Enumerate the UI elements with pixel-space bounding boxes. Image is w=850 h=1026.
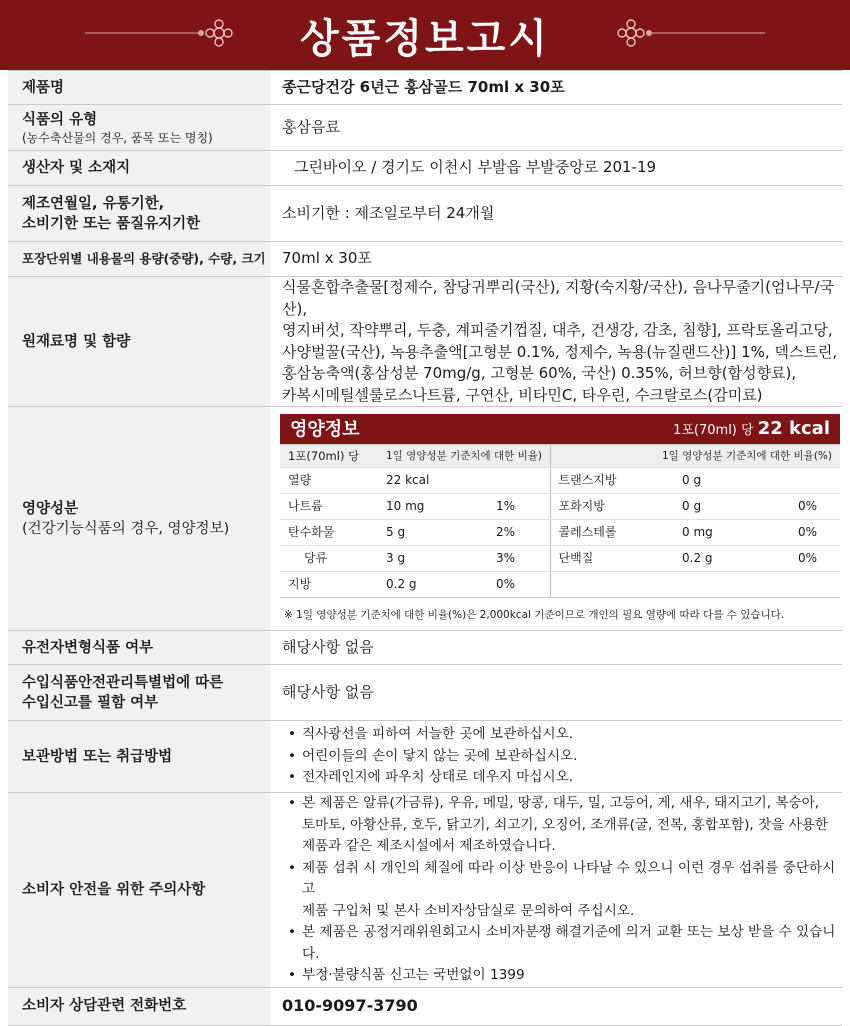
nutrition-dv-header: 1일 영양성분 기준치에 대한 비율) bbox=[378, 445, 550, 468]
row-storage bbox=[8, 721, 842, 793]
nutrition-kcal: 22 kcal bbox=[757, 417, 830, 439]
ingredients-line: 영지버섯, 작약뿌리, 두충, 계피줄기껍질, 대추, 건생강, 감초, 침향], 프락토올리고당, bbox=[282, 321, 833, 339]
label-product-name: 제품명 bbox=[8, 71, 270, 105]
nutrition-serving-header: 1포(70ml) 당 bbox=[280, 445, 378, 468]
nutrient-name: 나트륨 bbox=[280, 494, 378, 520]
caution-line: 토마토, 아황산류, 호두, 닭고기, 쇠고기, 오징어, 조개류(굴, 전복, 홍합포함), 잣을 사용한 bbox=[302, 816, 829, 833]
value-nutrition bbox=[270, 407, 842, 631]
nutrient-name: 탄수화물 bbox=[280, 520, 378, 546]
value-food-type: 홍삼음료 bbox=[270, 105, 842, 151]
value-gmo: 해당사항 없음 bbox=[270, 631, 842, 665]
storage-item: • 직사광선을 피하여 서늘한 곳에 보관하십시오. bbox=[286, 724, 842, 746]
page-title: 상품정보고시 bbox=[300, 15, 550, 62]
nutrient-percent: 0% bbox=[790, 546, 840, 572]
value-phone: 010-9097-3790 bbox=[270, 987, 842, 1025]
row-expiry bbox=[8, 186, 842, 242]
label-storage: 보관방법 또는 취급방법 bbox=[8, 721, 270, 793]
caution-item: • 본 제품은 공정거래위원회고시 소비자분쟁 해결기준에 의거 교환 또는 보상 받을 수 있습니다. bbox=[286, 922, 842, 965]
caution-list bbox=[282, 793, 842, 987]
nutrient-amount: 0.2 g bbox=[674, 546, 790, 572]
value-caution bbox=[270, 793, 842, 988]
value-product-name: 종근당건강 6년근 홍삼골드 70ml x 30포 bbox=[270, 71, 842, 105]
ingredients-line: 사양벌꿀(국산), 녹용추출액[고형분 0.1%, 정제수, 녹용(뉴질랜드산)] 1%, 덱스트린, bbox=[282, 342, 838, 361]
ornament-left-icon bbox=[85, 16, 235, 50]
nutrient-name: 포화지방 bbox=[550, 494, 674, 520]
ingredients-line: 홍삼농축액(홍삼성분 70mg/g, 고형분 60%, 국산) 0.35%, 허브향(합성향료), bbox=[282, 364, 797, 382]
caution-item bbox=[286, 858, 842, 923]
label-nutrition-main: 영양성분 bbox=[22, 500, 79, 517]
nutrient-name bbox=[550, 572, 674, 598]
row-phone bbox=[8, 987, 842, 1025]
ingredients-line: 카복시메틸셀룰로스나트륨, 구연산, 비타민C, 타우린, 수크랄로스(감미료) bbox=[282, 385, 763, 404]
nutrient-percent: 1% bbox=[488, 494, 550, 520]
label-import-line2: 수입신고를 필함 여부 bbox=[22, 694, 159, 711]
label-expiry-line2: 소비기한 또는 품질유지기한 bbox=[22, 215, 201, 232]
nutrient-amount: 10 mg bbox=[378, 494, 488, 520]
label-food-type-sub: (농수축산물의 경우, 품목 또는 명칭) bbox=[22, 130, 213, 145]
value-ingredients bbox=[270, 277, 842, 407]
nutrient-percent bbox=[488, 468, 550, 494]
row-food-type bbox=[8, 105, 842, 151]
nutrition-serving-kcal bbox=[673, 418, 830, 442]
nutrient-percent: 3% bbox=[488, 546, 550, 572]
nutrition-facts-box bbox=[280, 414, 840, 627]
label-food-type bbox=[8, 105, 270, 151]
label-package: 포장단위별 내용물의 용량(중량), 수량, 크기 bbox=[8, 242, 270, 277]
nutrient-name: 단백질 bbox=[550, 546, 674, 572]
nutrient-percent: 0% bbox=[488, 572, 550, 598]
nutrient-percent bbox=[790, 572, 840, 598]
ingredients-line: 식물혼합추출물[정제수, 참당귀뿌리(국산), 지황(숙지황/국산), 음나무줄기(엄나무/국산), bbox=[282, 278, 835, 318]
nutrient-amount bbox=[674, 572, 790, 598]
label-import bbox=[8, 665, 270, 721]
ornament-right-icon bbox=[615, 16, 765, 50]
caution-line: 제품과 같은 제조시설에서 제조하였습니다. bbox=[302, 838, 556, 854]
row-ingredients bbox=[8, 277, 842, 407]
storage-item: • 어린이들의 손이 닿지 않는 곳에 보관하십시오. bbox=[286, 746, 842, 768]
nutrition-footnote: ※ 1일 영양성분 기준치에 대한 비율(%)은 2,000kcal 기준이므로 개인의 필요 열량에 따라 다를 수 있습니다. bbox=[284, 609, 785, 622]
nutrient-amount: 3 g bbox=[378, 546, 488, 572]
product-info-table bbox=[8, 70, 842, 1026]
storage-item: • 전자레인지에 파우치 상태로 데우지 마십시오. bbox=[286, 767, 842, 789]
label-food-type-main: 식품의 유형 bbox=[22, 111, 98, 128]
nutrient-amount: 0 g bbox=[674, 468, 790, 494]
nutrition-dv-header-right: 1일 영양성분 기준치에 대한 비율(%) bbox=[550, 445, 840, 468]
label-ingredients: 원재료명 및 함량 bbox=[8, 277, 270, 407]
caution-line: 제품 섭취 시 개인의 체질에 따라 이상 반응이 나타날 수 있으니 이런 경우 섭취를 중단하시고 bbox=[302, 859, 836, 897]
caution-item bbox=[286, 793, 842, 858]
nutrient-name: 지방 bbox=[280, 572, 378, 598]
nutrient-name: 당류 bbox=[280, 546, 378, 572]
nutrient-percent bbox=[790, 468, 840, 494]
value-import: 해당사항 없음 bbox=[270, 665, 842, 721]
nutrient-percent: 2% bbox=[488, 520, 550, 546]
label-expiry-line1: 제조연월일, 유통기한, bbox=[22, 195, 165, 212]
label-import-line1: 수입식품안전관리특별법에 따른 bbox=[22, 674, 224, 691]
row-product-name bbox=[8, 71, 842, 105]
nutrition-serving-prefix: 1포(70ml) 당 bbox=[673, 422, 754, 438]
label-nutrition-sub: (건강기능식품의 경우, 영양정보) bbox=[22, 520, 230, 537]
row-import bbox=[8, 665, 842, 721]
nutrition-table-header bbox=[280, 445, 840, 468]
value-storage bbox=[270, 721, 842, 793]
label-gmo: 유전자변형식품 여부 bbox=[8, 631, 270, 665]
nutrition-row bbox=[280, 572, 840, 598]
nutrition-title: 영양정보 bbox=[290, 418, 360, 440]
nutrient-name: 트랜스지방 bbox=[550, 468, 674, 494]
value-package: 70ml x 30포 bbox=[270, 242, 842, 277]
nutrient-amount: 22 kcal bbox=[378, 468, 488, 494]
row-gmo bbox=[8, 631, 842, 665]
nutrient-amount: 0 mg bbox=[674, 520, 790, 546]
label-producer: 생산자 및 소재지 bbox=[8, 151, 270, 186]
nutrient-name: 콜레스테롤 bbox=[550, 520, 674, 546]
caution-line: 제품 구입처 및 본사 소비자상담실로 문의하여 주십시오. bbox=[302, 902, 635, 919]
nutrition-header bbox=[280, 414, 840, 444]
label-phone: 소비자 상담관련 전화번호 bbox=[8, 987, 270, 1025]
caution-item: • 부정·불량식품 신고는 국번없이 1399 bbox=[286, 965, 842, 987]
caution-line: 본 제품은 알류(가금류), 우유, 메밀, 땅콩, 대두, 밀, 고등어, 게, 새우, 돼지고기, 복숭아, bbox=[302, 795, 820, 811]
label-expiry bbox=[8, 186, 270, 242]
storage-list bbox=[282, 724, 842, 789]
nutrient-percent: 0% bbox=[790, 520, 840, 546]
nutrition-row bbox=[280, 468, 840, 494]
row-caution bbox=[8, 793, 842, 988]
row-producer bbox=[8, 151, 842, 186]
nutrient-name: 열량 bbox=[280, 468, 378, 494]
nutrition-row bbox=[280, 520, 840, 546]
label-nutrition bbox=[8, 407, 270, 631]
nutrition-table bbox=[280, 444, 840, 598]
nutrient-amount: 0 g bbox=[674, 494, 790, 520]
nutrition-row bbox=[280, 494, 840, 520]
nutrient-amount: 5 g bbox=[378, 520, 488, 546]
value-expiry: 소비기한 : 제조일로부터 24개월 bbox=[270, 186, 842, 242]
header-banner bbox=[0, 0, 850, 70]
row-package bbox=[8, 242, 842, 277]
nutrition-row bbox=[280, 546, 840, 572]
nutrient-percent: 0% bbox=[790, 494, 840, 520]
label-caution: 소비자 안전을 위한 주의사항 bbox=[8, 793, 270, 988]
value-producer: 그린바이오 / 경기도 이천시 부발읍 부발중앙로 201-19 bbox=[270, 151, 842, 186]
nutrient-amount: 0.2 g bbox=[378, 572, 488, 598]
row-nutrition bbox=[8, 407, 842, 631]
